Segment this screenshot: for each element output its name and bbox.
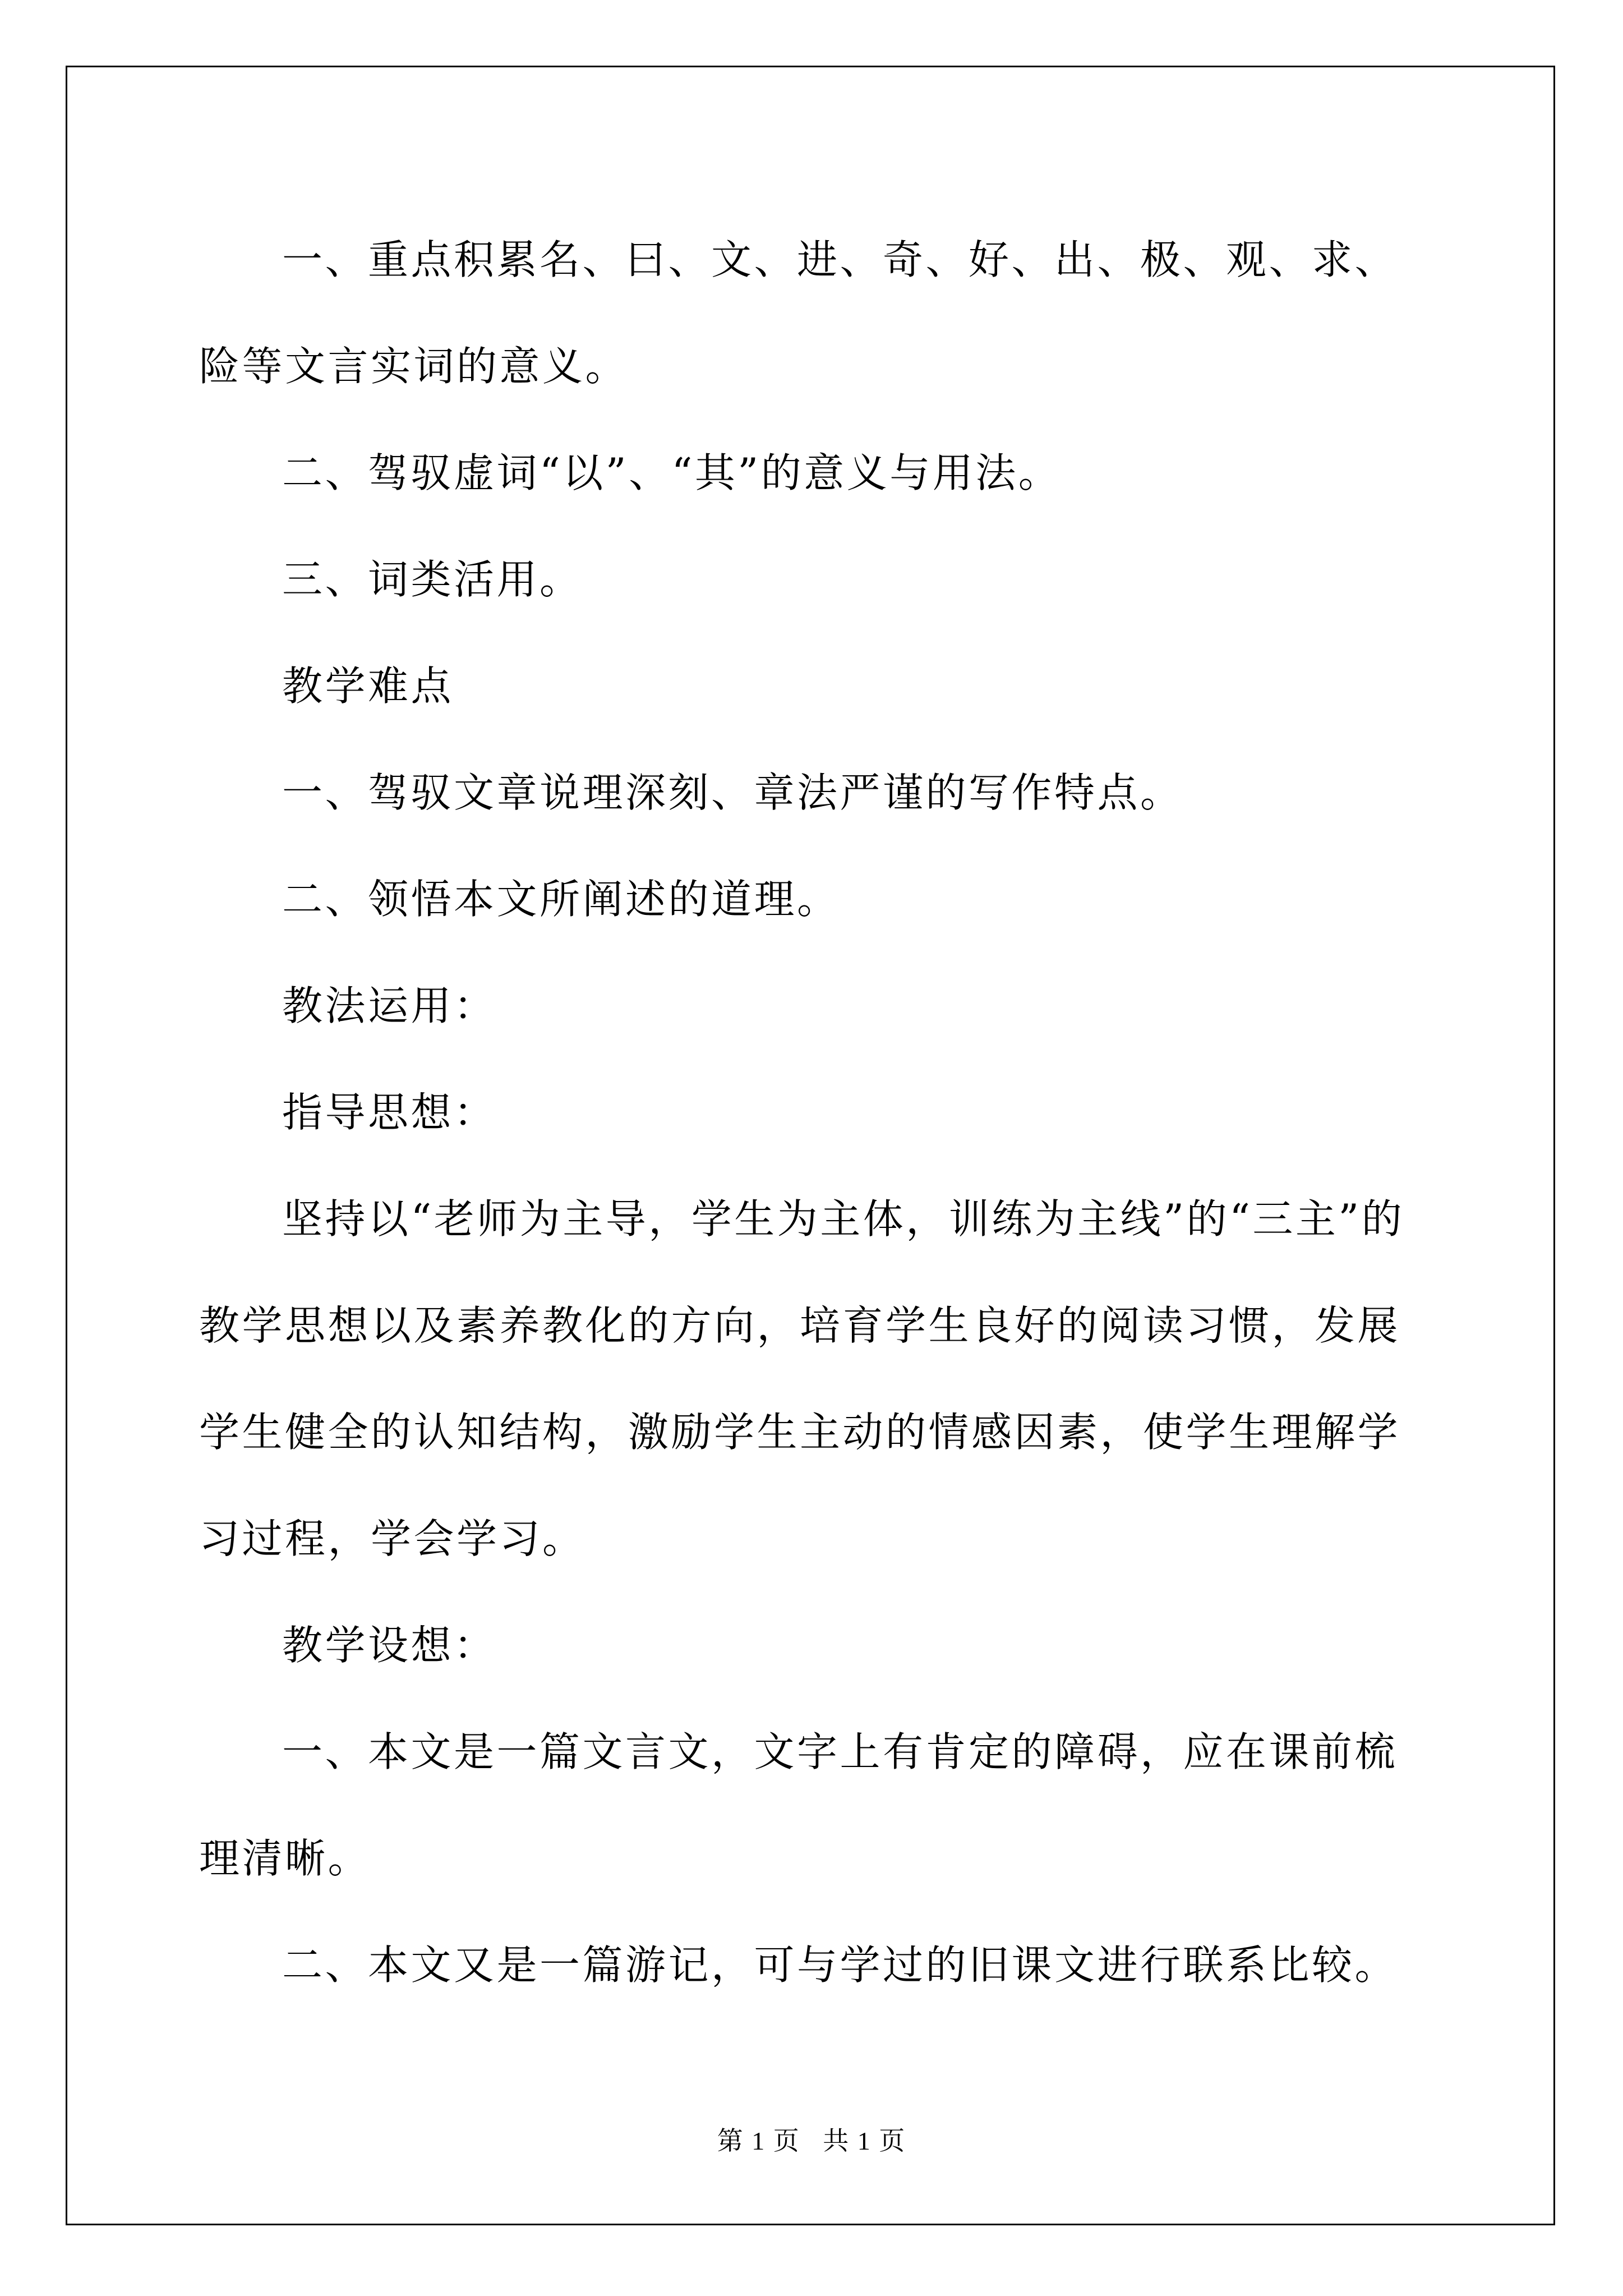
paragraph-understand-reasoning: 二、领悟本文所阐述的道理。: [282, 876, 840, 923]
paragraph-guiding-ideas-body: 坚持以“老师为主导，学生为主体，训练为主线”的“三主”的教学思想以及素养教化的方向，培育学生良好的阅读习惯，发展学生健全的认知结构，激励学生主动的情感因素，使学生理解学习过程，学会学习。: [199, 1195, 1405, 1562]
paragraph-classical-text: 一、本文是一篇文言文，文字上有肯定的障碍，应在课前梳理清晰。: [199, 1728, 1398, 1882]
paragraph-word-class: 三、词类活用。: [282, 556, 583, 603]
heading-guiding-ideas: 指导思想：: [282, 1089, 497, 1136]
paragraph-writing-features: 一、驾驭文章说理深刻、章法严谨的写作特点。: [282, 769, 1183, 816]
heading-teaching-difficulties: 教学难点: [282, 662, 454, 710]
page-number: 第 1 页: [717, 2127, 800, 2155]
heading-teaching-plan: 教学设想：: [282, 1622, 497, 1669]
document-body: [199, 206, 1424, 2018]
heading-teaching-methods: 教法运用：: [282, 982, 497, 1029]
page-footer: [0, 2120, 1623, 2157]
paragraph-function-words: 二、驾驭虚词“以”、“其”的意义与用法。: [282, 449, 1062, 496]
paragraph-travel-notes: 二、本文又是一篇游记，可与学过的旧课文进行联系比较。: [282, 1941, 1398, 1989]
page-total: 共 1 页: [823, 2127, 906, 2155]
paragraph-key-vocabulary: 一、重点积累名、曰、文、进、奇、好、出、极、观、求、险等文言实词的意义。: [199, 236, 1398, 390]
